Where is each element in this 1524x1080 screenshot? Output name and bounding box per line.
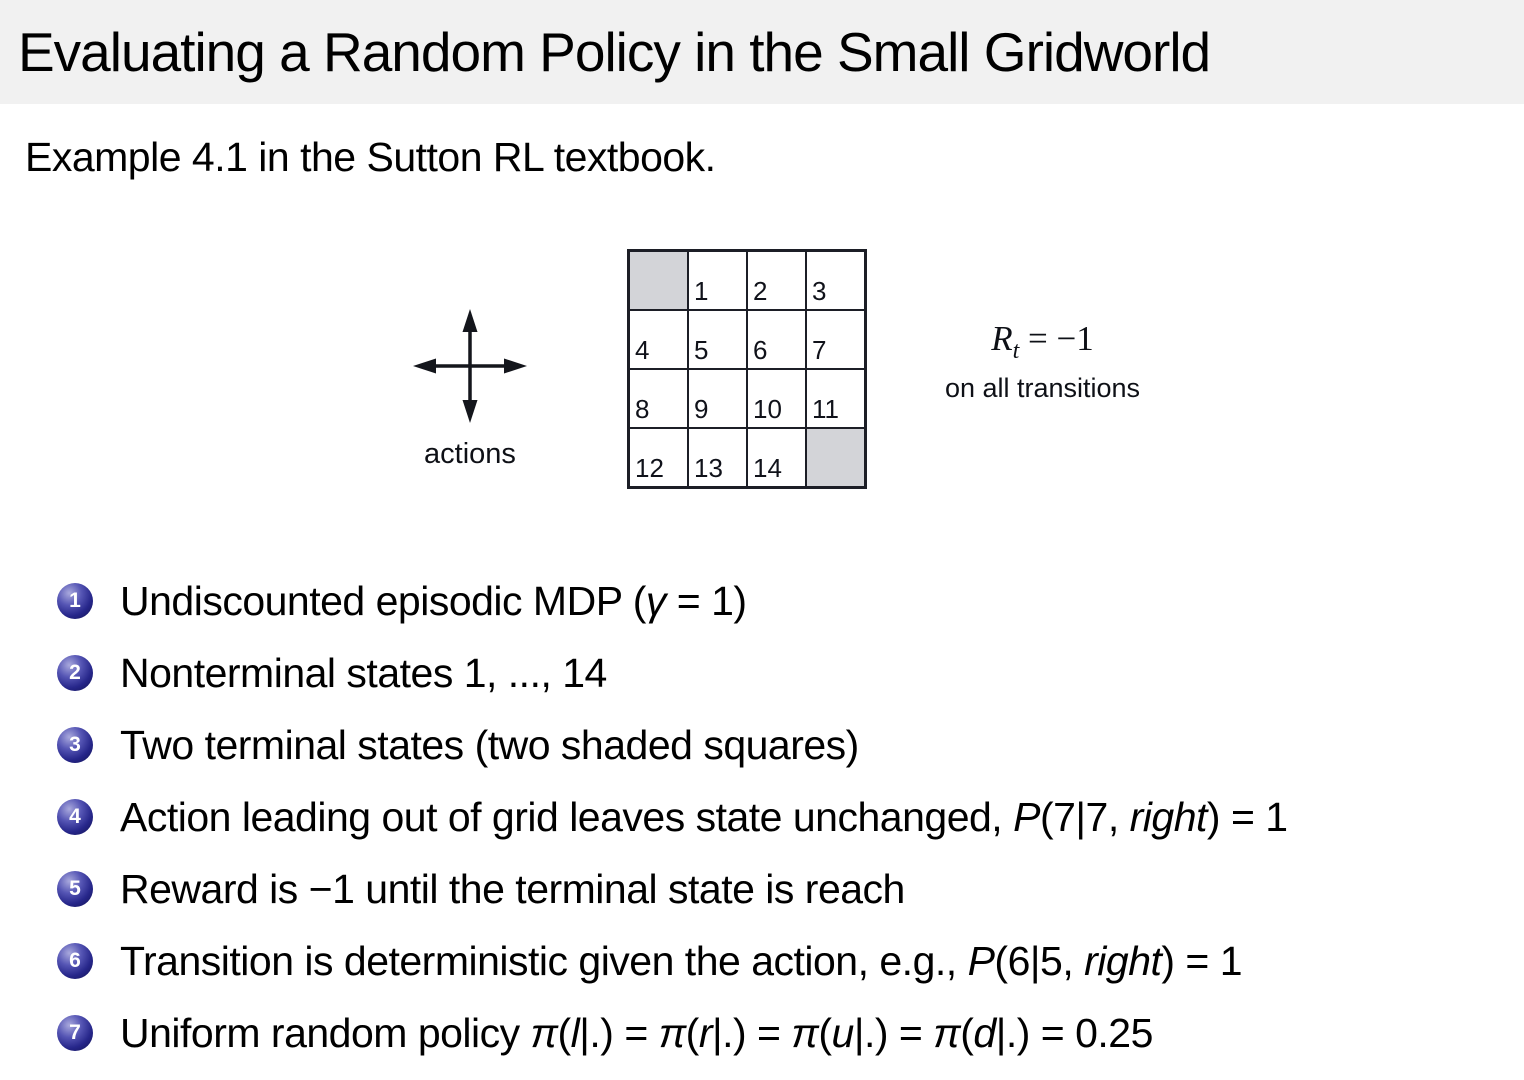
grid-cell-label: 14 — [753, 453, 782, 483]
grid-cell-label: 11 — [812, 394, 839, 424]
list-item — [57, 795, 1516, 840]
list-item — [57, 867, 1516, 912]
item-text: Reward is −1 until the terminal state is reach — [120, 866, 905, 912]
grid-cell — [689, 252, 746, 309]
item-number-badge: 2 — [57, 655, 93, 691]
grid-cell — [689, 370, 746, 427]
grid-cell-label: 10 — [753, 394, 782, 424]
grid-cell-label: 12 — [635, 453, 664, 483]
grid-cell-label: 13 — [694, 453, 723, 483]
item-text: Undiscounted episodic MDP (γ = 1) — [120, 578, 747, 624]
grid-cell — [630, 429, 687, 486]
grid-cell-terminal — [630, 252, 687, 309]
gridworld-grid — [627, 249, 867, 489]
grid-cell — [689, 311, 746, 368]
reward-subscript: t — [1012, 338, 1020, 364]
actions-cross-icon — [410, 306, 530, 426]
item-number-badge: 6 — [57, 943, 93, 979]
item-text: Transition is deterministic given the action, e.g., P(6|5, right) = 1 — [120, 938, 1243, 984]
item-text: Two terminal states (two shaded squares) — [120, 722, 859, 768]
item-number-badge: 3 — [57, 727, 93, 763]
item-number-badge: 4 — [57, 799, 93, 835]
reward-formula — [900, 320, 1185, 370]
grid-cell — [807, 311, 864, 368]
grid-cell-terminal — [807, 429, 864, 486]
grid-cell-label: 2 — [753, 276, 768, 306]
grid-cell — [748, 370, 805, 427]
list-item — [57, 579, 1516, 624]
reward-symbol: R — [991, 319, 1013, 358]
grid-cell-label: 6 — [753, 335, 768, 365]
title-bar — [0, 0, 1524, 104]
actions-label: actions — [424, 438, 516, 470]
grid-cell-label: 9 — [694, 394, 709, 424]
reward-block — [900, 320, 1185, 403]
list-item — [57, 939, 1516, 984]
reward-caption: on all transitions — [944, 373, 1141, 403]
bullet-list — [57, 579, 1516, 1080]
grid-cell-label: 3 — [812, 276, 827, 306]
item-number-badge: 1 — [57, 583, 93, 619]
grid-cell-label: 8 — [635, 394, 650, 424]
item-number-badge: 5 — [57, 871, 93, 907]
grid-cell-label: 4 — [635, 335, 650, 365]
item-text: Uniform random policy π(l|.) = π(r|.) = π(u|.) = π(d|.) = 0.25 — [120, 1010, 1153, 1056]
grid-cell — [630, 370, 687, 427]
grid-cell-label: 7 — [812, 335, 827, 365]
grid-cell-label: 1 — [694, 276, 709, 306]
item-number-badge: 7 — [57, 1015, 93, 1051]
list-item — [57, 651, 1516, 696]
item-text: Action leading out of grid leaves state unchanged, P(7|7, right) = 1 — [120, 794, 1288, 840]
list-item — [57, 723, 1516, 768]
subtitle: Example 4.1 in the Sutton RL textbook. — [25, 134, 716, 180]
item-text: Nonterminal states 1, ..., 14 — [120, 650, 607, 696]
reward-equals: = −1 — [1019, 319, 1094, 358]
grid-cell-label: 5 — [694, 335, 709, 365]
grid-cell — [807, 370, 864, 427]
grid-cell — [630, 311, 687, 368]
grid-cell — [748, 429, 805, 486]
list-item — [57, 1011, 1516, 1056]
page-title: Evaluating a Random Policy in the Small Gridworld — [18, 21, 1211, 83]
grid-cell — [748, 311, 805, 368]
grid-cell — [689, 429, 746, 486]
grid-cell — [748, 252, 805, 309]
grid-cell — [807, 252, 864, 309]
